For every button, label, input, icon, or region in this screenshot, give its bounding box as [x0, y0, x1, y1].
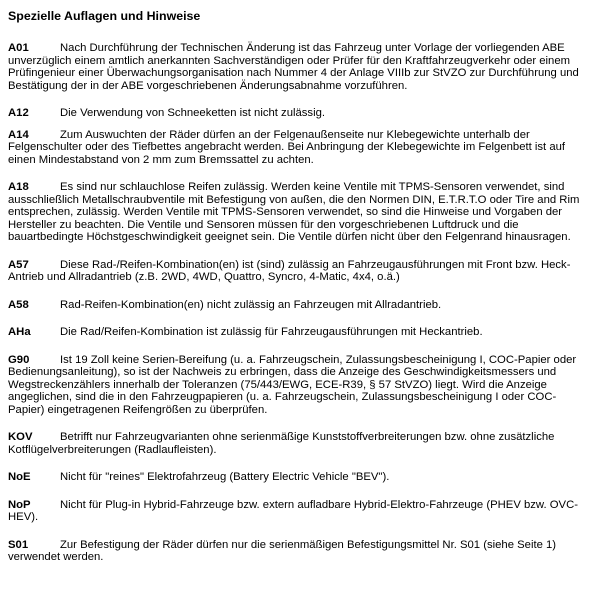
entry-text: Die Verwendung von Schneeketten ist nicht zulässig. [60, 107, 326, 119]
entry-text: Die Rad/Reifen-Kombination ist zulässig für Fahrzeugausführungen mit Heckantrieb. [60, 326, 483, 338]
entry-kov [8, 431, 586, 456]
entry-text: Nicht für "reines" Elektrofahrzeug (Battery Electric Vehicle "BEV"). [60, 471, 390, 483]
entry-aha [8, 326, 586, 339]
entry-text: Es sind nur schlauchlose Reifen zulässig. Werden keine Ventile mit TPMS-Sensoren verwendet, sind ausschließlich Metallschraubventile mit Befestigung von außen, die den Normen DIN, E.T.R.T.O oder Tire and Rim entsprechen, zulässig. Werden Ventile mit TPMS-Sensoren verwendet, so sind die Hinweise und Vorgaben der Hersteller zu beachten. Die Ventile und Sensoren müssen für den vorgeschriebenen Luftdruck und die bauartbedingte Höchstgeschwindigkeit geeignet sein. Die Ventile dürfen nicht über den Felgenrand hinausragen. [8, 181, 580, 243]
section-heading: Spezielle Auflagen und Hinweise [8, 9, 201, 23]
entry-a14 [8, 129, 586, 167]
entry-g90 [8, 354, 586, 417]
entry-a12 [8, 107, 586, 120]
entry-code: A14 [8, 128, 29, 141]
entry-a18 [8, 181, 586, 244]
entry-a58 [8, 299, 586, 312]
entry-code: S01 [8, 538, 29, 551]
entry-text: Zum Auswuchten der Räder dürfen an der Felgenaußenseite nur Klebegewichte unterhalb der Felgenschulter oder des Tiefbettes angebracht werden. Bei Anbringung der Klebegewichte im Felgenbett ist auf einen Mindestabstand von 2 mm zum Bremssattel zu achten. [8, 128, 566, 166]
entry-text: Diese Rad-/Reifen-Kombination(en) ist (sind) zulässig an Fahrzeugausführungen mit Front bzw. Heck-Antrieb und Allradantrieb (z.B. 2WD, 4WD, Quattro, Syncro, 4-Matic, 4x4, o.ä.) [8, 258, 571, 283]
entry-text: Ist 19 Zoll keine Serien-Bereifung (u. a. Fahrzeugschein, Zulassungsbescheinigung I, COC-Papier oder Bedienungsanleitung), so ist der Nachweis zu erbringen, dass die Anzeige des Geschwindigkeitsmessers und Wegstreckenzählers innerhalb der Toleranzen (75/443/EWG, ECE-R39, § 57 StVZO) liegt. Wird die Anzeige angeglichen, sind die in den Fahrzeugpapieren (u. a. Fahrzeugschein, Zulassungsbescheinigung I oder COC-Papier) eingetragenen Reifengrößen zu überprüfen. [8, 353, 577, 416]
entry-code: A18 [8, 181, 29, 193]
entry-text: Nicht für Plug-in Hybrid-Fahrzeuge bzw. extern aufladbare Hybrid-Elektro-Fahrzeuge (PHEV bzw. OVC-HEV). [8, 498, 578, 523]
entry-text: Zur Befestigung der Räder dürfen nur die serienmäßigen Befestigungsmittel Nr. S01 (siehe Seite 1) verwendet werden. [8, 538, 557, 563]
entry-code: NoE [8, 471, 31, 483]
entry-text: Betrifft nur Fahrzeugvarianten ohne serienmäßige Kunststoffverbreiterungen bzw. ohne zusätzliche Kotflügelverbreiterungen (Radlaufleisten). [8, 431, 555, 456]
entry-s01 [8, 539, 586, 564]
entry-nop [8, 499, 586, 524]
entry-noe [8, 471, 586, 484]
entry-code: KOV [8, 431, 33, 443]
entry-code: AHa [8, 326, 31, 338]
entry-text: Nach Durchführung der Technischen Änderung ist das Fahrzeug unter Vorlage der vorliegenden ABE unverzüglich einem amtlich anerkannten Sachverständigen oder Prüfer für den Kraftfahrzeugverkehr oder einem Prüfingenieur einer Überwachungsorganisation nach Nummer 4 der Anlage VIIIb zur StVZO zur Durchführung und Bestätigung der in der ABE vorgeschriebenen Änderungsabnahme vorzuführen. [8, 42, 579, 92]
entry-text: Rad-Reifen-Kombination(en) nicht zulässig an Fahrzeugen mit Allradantrieb. [60, 298, 442, 311]
entry-code: A57 [8, 258, 29, 271]
entry-code: A12 [8, 107, 29, 119]
entry-code: A58 [8, 298, 29, 311]
entry-code: G90 [8, 353, 30, 366]
entry-a57 [8, 259, 586, 284]
entry-code: A01 [8, 42, 29, 54]
entry-code: NoP [8, 498, 31, 511]
entry-a01 [8, 42, 586, 92]
